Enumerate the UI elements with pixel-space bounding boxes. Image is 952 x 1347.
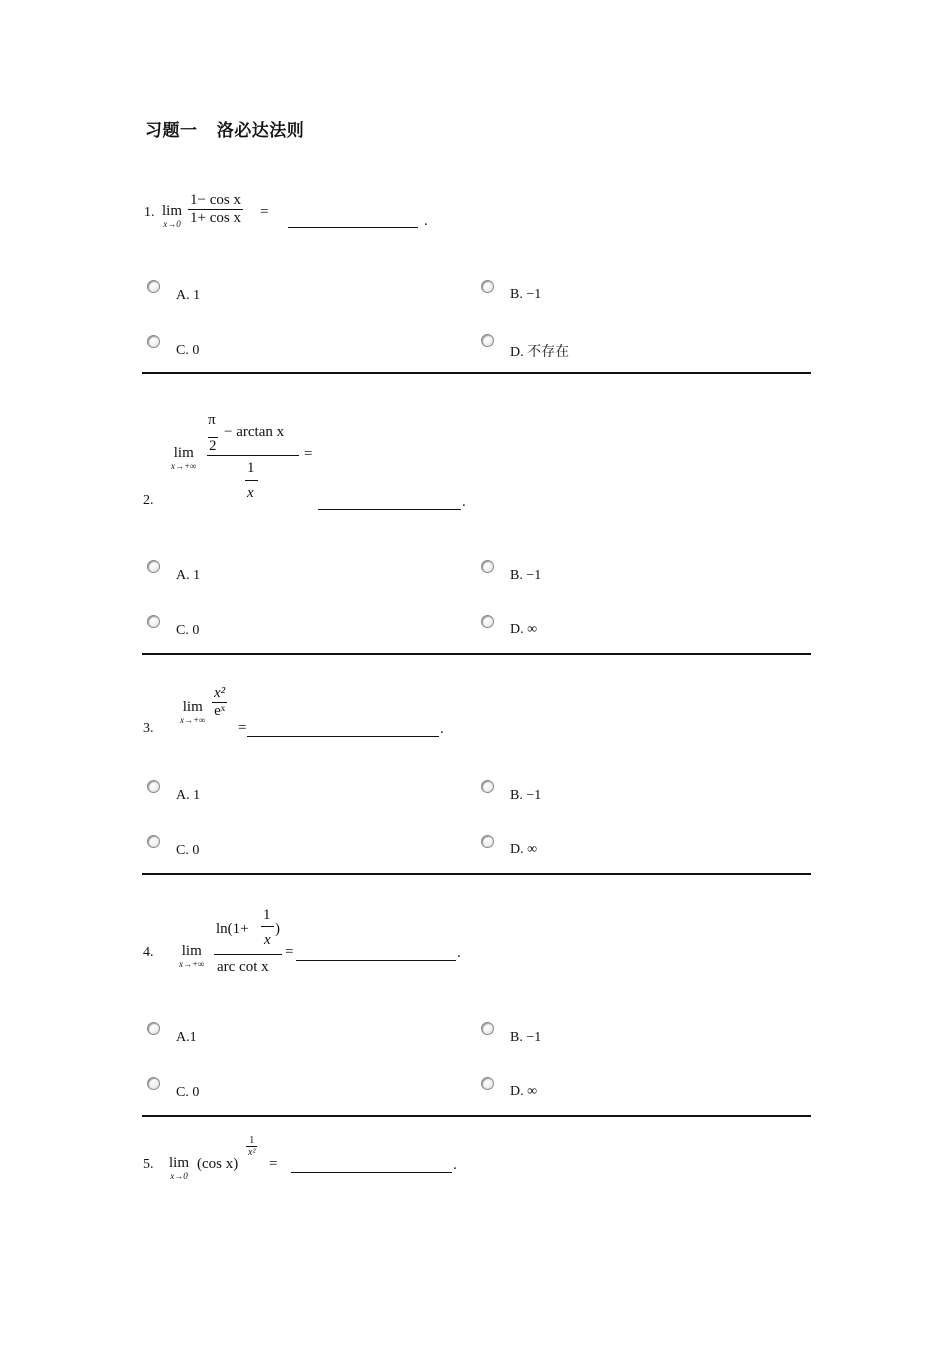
- answer-blank[interactable]: [296, 946, 456, 961]
- option-c-radio[interactable]: [147, 1077, 160, 1090]
- option-b-radio[interactable]: [481, 780, 494, 793]
- answer-blank[interactable]: [288, 213, 418, 228]
- option-d-label: D. ∞: [510, 842, 538, 857]
- option-c-label: C. 0: [176, 623, 200, 638]
- option-d-label: D. 不存在: [510, 345, 570, 360]
- option-b-label: B. −1: [510, 568, 542, 583]
- numerator-left: ln(1+: [216, 921, 249, 937]
- limit-operator: lim x→0: [169, 1155, 190, 1181]
- base-expression: (cos x): [197, 1156, 239, 1172]
- period: .: [453, 1157, 457, 1173]
- option-d-radio[interactable]: [481, 334, 494, 347]
- answer-blank[interactable]: [318, 495, 461, 510]
- option-d-radio[interactable]: [481, 615, 494, 628]
- exponent-numerator: 1: [249, 1135, 255, 1146]
- option-c-label: C. 0: [176, 843, 200, 858]
- question-number: 5.: [143, 1157, 154, 1172]
- pi-symbol: π: [208, 412, 216, 428]
- divider: [142, 372, 811, 374]
- option-d-radio[interactable]: [481, 835, 494, 848]
- option-b-radio[interactable]: [481, 280, 494, 293]
- question-number: 3.: [143, 721, 154, 736]
- limit-operator: lim x→0: [162, 203, 183, 229]
- divider: [142, 873, 811, 875]
- option-a-radio[interactable]: [147, 280, 160, 293]
- option-c-radio[interactable]: [147, 335, 160, 348]
- period: .: [457, 945, 461, 961]
- question-number: 4.: [143, 945, 154, 960]
- option-c-label: C. 0: [176, 343, 200, 358]
- limit-subscript: x→+∞: [171, 460, 197, 471]
- limit-subscript: x→+∞: [180, 714, 206, 725]
- option-b-radio[interactable]: [481, 1022, 494, 1035]
- limit-operator: lim x→+∞: [171, 445, 197, 471]
- answer-blank[interactable]: [291, 1158, 452, 1173]
- denominator: eˣ: [214, 703, 226, 719]
- option-a-radio[interactable]: [147, 780, 160, 793]
- option-c-radio[interactable]: [147, 615, 160, 628]
- denominator: arc cot x: [217, 959, 269, 975]
- numerator: x²: [214, 685, 226, 701]
- x-variable: x: [247, 485, 254, 501]
- equals-sign: =: [260, 204, 269, 220]
- inner-fraction-bar: [245, 480, 258, 481]
- equals-sign: =: [238, 720, 247, 736]
- option-a-radio[interactable]: [147, 1022, 160, 1035]
- main-fraction-bar: [207, 455, 299, 456]
- divider: [142, 1115, 811, 1117]
- one: 1: [247, 460, 255, 476]
- option-a-label: A.1: [176, 1030, 197, 1045]
- equals-sign: =: [285, 944, 294, 960]
- option-d-label: D. ∞: [510, 622, 538, 637]
- numerator-right: ): [275, 921, 280, 937]
- option-b-label: B. −1: [510, 1030, 542, 1045]
- question-number: 1.: [144, 205, 155, 220]
- period: .: [462, 494, 466, 510]
- inner-fraction-bar: [261, 926, 274, 927]
- limit-operator: lim x→+∞: [179, 943, 205, 969]
- option-b-label: B. −1: [510, 788, 542, 803]
- numerator: 1− cos x: [190, 192, 241, 208]
- period: .: [440, 721, 444, 737]
- equals-sign: =: [304, 446, 313, 462]
- option-b-radio[interactable]: [481, 560, 494, 573]
- answer-blank[interactable]: [247, 722, 439, 737]
- question-number: 2.: [143, 493, 154, 508]
- x-variable: x: [264, 932, 271, 948]
- page-title: 习题一 洛必达法则: [145, 121, 305, 141]
- divider: [142, 653, 811, 655]
- exponent-denominator: x²: [248, 1147, 256, 1158]
- option-a-label: A. 1: [176, 788, 201, 803]
- one: 1: [263, 907, 271, 923]
- limit-subscript: x→0: [170, 1170, 188, 1181]
- denominator: 1+ cos x: [190, 210, 241, 226]
- period: .: [424, 213, 428, 229]
- option-a-label: A. 1: [176, 288, 201, 303]
- option-d-label: D. ∞: [510, 1084, 538, 1099]
- option-b-label: B. −1: [510, 287, 542, 302]
- option-a-radio[interactable]: [147, 560, 160, 573]
- fraction: [188, 192, 243, 227]
- arctan-term: − arctan x: [224, 424, 285, 440]
- two: 2: [209, 438, 217, 454]
- limit-subscript: x→0: [163, 218, 181, 229]
- exponent-fraction: [246, 1135, 257, 1158]
- option-c-label: C. 0: [176, 1085, 200, 1100]
- option-c-radio[interactable]: [147, 835, 160, 848]
- fraction: [212, 685, 227, 720]
- limit-operator: lim x→+∞: [180, 699, 206, 725]
- option-d-radio[interactable]: [481, 1077, 494, 1090]
- main-fraction-bar: [214, 954, 282, 955]
- equals-sign: =: [269, 1156, 278, 1172]
- option-a-label: A. 1: [176, 568, 201, 583]
- limit-subscript: x→+∞: [179, 958, 205, 969]
